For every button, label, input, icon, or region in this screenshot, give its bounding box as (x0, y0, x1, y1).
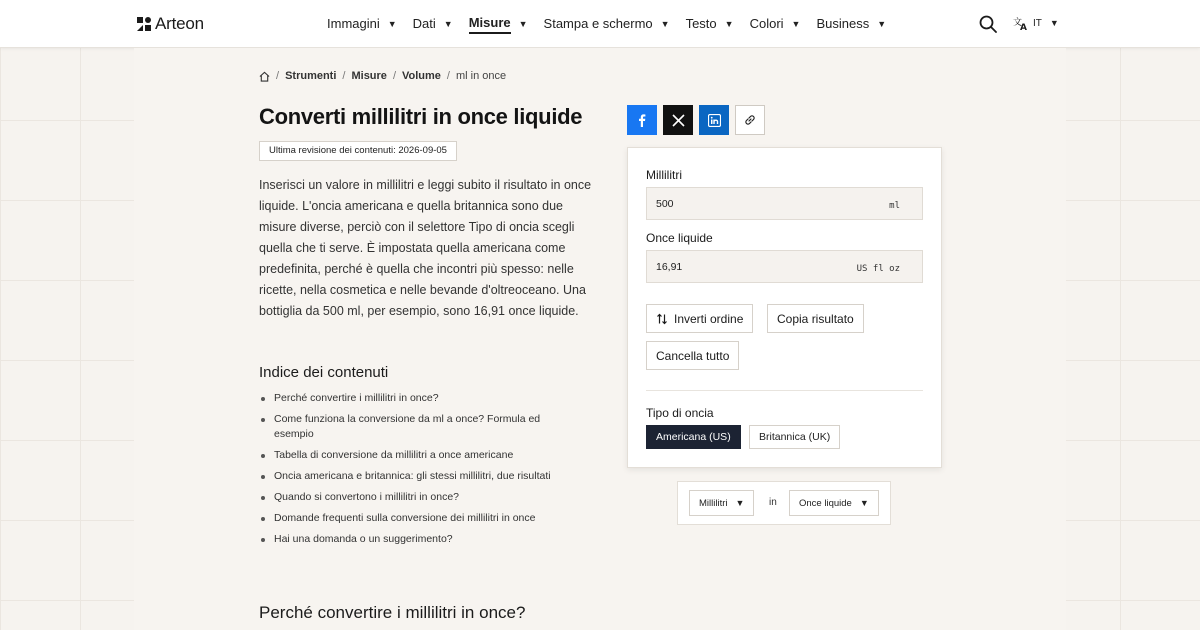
nav-item-dati[interactable]: Dati ▼ (412, 15, 453, 31)
millilitri-input[interactable] (647, 188, 847, 219)
toc-link[interactable]: Perché convertire i millilitri in once? (274, 392, 439, 404)
nav-item-testo[interactable]: Testo ▼ (685, 15, 734, 31)
table-of-contents (259, 391, 579, 553)
translate-icon (1013, 15, 1029, 31)
toc-heading: Indice dei contenuti (259, 364, 389, 381)
facebook-icon (635, 113, 649, 127)
top-navigation-bar (0, 0, 1200, 48)
breadcrumb-current: ml in once (455, 70, 507, 82)
in-label: in (769, 497, 777, 508)
divider (646, 390, 923, 391)
home-icon[interactable] (259, 71, 270, 82)
x-icon (672, 114, 685, 127)
toc-item (259, 391, 579, 406)
chevron-down-icon: ▼ (660, 19, 670, 29)
logo-text: Arteon (155, 14, 204, 33)
millilitri-field (646, 187, 923, 220)
svg-text:A: A (1020, 23, 1027, 31)
copy-result-button[interactable]: Copia risultato (767, 304, 864, 333)
toc-item (259, 469, 579, 484)
chevron-down-icon: ▼ (877, 19, 887, 29)
share-buttons (627, 105, 765, 135)
share-facebook-button[interactable] (627, 105, 657, 135)
swap-icon (656, 313, 668, 325)
page-title: Converti millilitri in once liquide (259, 104, 583, 129)
logo[interactable] (137, 14, 204, 34)
breadcrumb-strumenti[interactable]: Strumenti (285, 70, 337, 82)
chevron-down-icon: ▼ (724, 19, 734, 29)
chevron-down-icon: ▼ (443, 19, 453, 29)
toc-link[interactable]: Quando si convertono i millilitri in once? (274, 491, 460, 503)
nav-item-business[interactable]: Business ▼ (816, 15, 887, 31)
chevron-down-icon: ▼ (387, 19, 397, 29)
once-liquide-unit: US fl oz (856, 264, 900, 274)
toc-link[interactable]: Oncia americana e britannica: gli stessi millilitri, due risultati (274, 470, 551, 482)
revision-badge: Ultima revisione dei contenuti: 2026-09-05 (259, 141, 457, 161)
logo-icon (137, 17, 151, 31)
nav-item-immagini[interactable]: Immagini ▼ (327, 15, 397, 31)
to-unit-select[interactable]: Once liquide ▼ (789, 490, 879, 516)
swap-order-button[interactable]: Inverti ordine (646, 304, 753, 333)
linkedin-icon (708, 114, 721, 127)
main-nav (327, 0, 902, 48)
chevron-down-icon: ▼ (859, 498, 869, 508)
from-unit-select[interactable]: Millilitri ▼ (689, 490, 754, 516)
link-icon (743, 113, 757, 127)
breadcrumb: / Strumenti / Misure / Volume / ml in once (259, 70, 506, 82)
toc-link[interactable]: Domande frequenti sulla conversione dei millilitri in once (274, 512, 536, 524)
clear-all-button[interactable]: Cancella tutto (646, 341, 739, 370)
toc-item (259, 412, 579, 442)
once-liquide-input[interactable] (647, 251, 847, 282)
language-switcher[interactable] (1013, 15, 1059, 31)
nav-item-colori[interactable]: Colori ▼ (749, 15, 801, 31)
nav-item-stampa-e-schermo[interactable]: Stampa e schermo ▼ (543, 15, 670, 31)
toc-item (259, 532, 579, 547)
share-linkedin-button[interactable] (699, 105, 729, 135)
once-liquide-label: Once liquide (646, 231, 713, 245)
toc-link[interactable]: Tabella di conversione da millilitri a once americane (274, 449, 514, 461)
copy-link-button[interactable] (735, 105, 765, 135)
converter-panel (627, 147, 942, 468)
unit-selector-bar (677, 481, 891, 525)
breadcrumb-misure[interactable]: Misure (351, 70, 387, 82)
chevron-down-icon: ▼ (735, 498, 745, 508)
chevron-down-icon: ▼ (518, 19, 528, 29)
millilitri-label: Millilitri (646, 168, 682, 182)
share-x-button[interactable] (663, 105, 693, 135)
toc-item (259, 490, 579, 505)
chevron-down-icon: ▼ (1049, 18, 1059, 28)
millilitri-unit: ml (889, 201, 900, 211)
ounce-type-us-button[interactable]: Americana (US) (646, 425, 741, 449)
toc-link[interactable]: Hai una domanda o un suggerimento? (274, 533, 453, 545)
ounce-type-label: Tipo di oncia (646, 406, 714, 420)
toc-item (259, 448, 579, 463)
content-area (134, 48, 1066, 630)
search-icon[interactable] (979, 15, 997, 33)
toc-link[interactable]: Come funziona la conversione da ml a once? Formula ed esempio (274, 413, 541, 440)
ounce-type-uk-button[interactable]: Britannica (UK) (749, 425, 840, 449)
svg-text:文: 文 (1013, 18, 1023, 28)
language-code: IT (1033, 17, 1042, 29)
toc-item (259, 511, 579, 526)
nav-item-misure[interactable]: Misure ▼ (469, 15, 528, 34)
chevron-down-icon: ▼ (791, 19, 801, 29)
once-liquide-field (646, 250, 923, 283)
intro-paragraph: Inserisci un valore in millilitri e leggi subito il risultato in once liquide. L'oncia americana e quella britannica sono due misure diverse, perciò con il selettore Tipo di oncia scegli quella che ti serve. È impostata quella americana come predefinita, perché è quella che incontri più spesso: nelle ricette, nella cosmetica e nelle bevande d'oltreoceano. Una bottiglia da 500 ml, per esempio, sono 16,91 once liquide. (259, 178, 592, 318)
breadcrumb-volume[interactable]: Volume (402, 70, 441, 82)
section-heading: Perché convertire i millilitri in once? (259, 603, 526, 622)
